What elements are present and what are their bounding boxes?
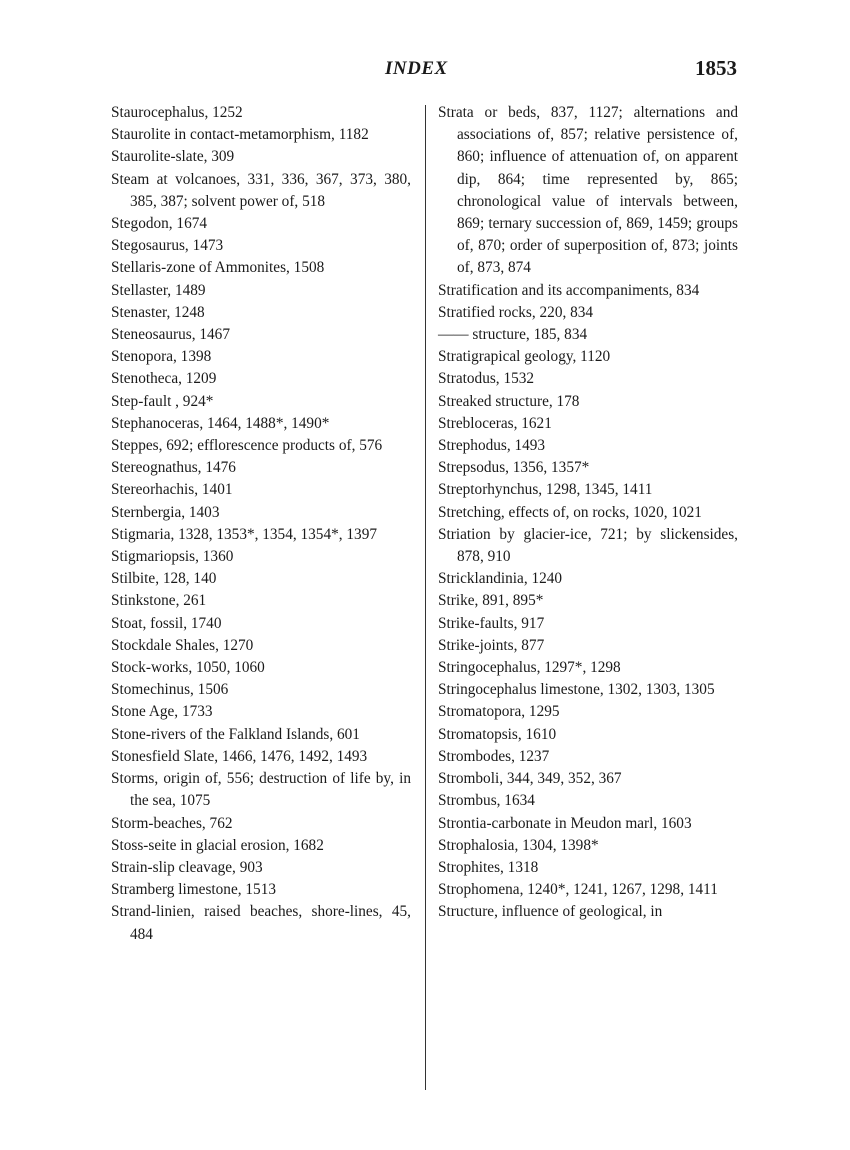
index-entry: Stromatopsis, 1610 <box>438 725 557 743</box>
index-entry: Stegosaurus, 1473 <box>111 237 224 255</box>
index-entry: Stratified rocks, 220, 834 <box>438 303 594 321</box>
index-entry: Sternbergia, 1403 <box>111 503 220 521</box>
index-entry: Staurolite in contact-metamorphism, 1182 <box>111 126 369 144</box>
page-header <box>0 58 850 88</box>
index-entry: Strombodes, 1237 <box>438 747 550 765</box>
index-entry: Stigmariopsis, 1360 <box>111 548 234 566</box>
index-entry: Strand-linien, raised beaches, shore-lines, 45, 484 <box>111 903 411 943</box>
index-entry: Stock-works, 1050, 1060 <box>111 659 265 677</box>
index-entry: Storms, origin of, 556; destruction of life by, in the sea, 1075 <box>111 770 411 810</box>
index-entry: Strata or beds, 837, 1127; alternations and associations of, 857; relative persistence of, 860; influence of attenuation of, on apparent dip, 864; time represented by, 865; chronological value of intervals between, 869; ternary succession of, 869, 1459; groups of, 870; order of superposition of, 873; joints of, 873, 874 <box>438 104 738 277</box>
index-entry: Strike-faults, 917 <box>438 614 545 632</box>
page-title: INDEX <box>385 58 448 79</box>
index-entry: Stegodon, 1674 <box>111 215 208 233</box>
index-entry: Striation by glacier-ice, 721; by slickensides, 878, 910 <box>438 525 738 566</box>
index-entry: Steam at volcanoes, 331, 336, 367, 373, 380, 385, 387; solvent power of, 518 <box>111 170 411 210</box>
index-entry: Steneosaurus, 1467 <box>111 326 230 344</box>
index-entry: Stromatopora, 1295 <box>438 703 560 721</box>
index-entry: Stephanoceras, 1464, 1488*, 1490* <box>111 414 330 432</box>
index-entry: Stenopora, 1398 <box>111 348 212 366</box>
column-divider <box>425 105 426 1090</box>
index-entry: Stratification and its accompaniments, 834 <box>438 281 700 299</box>
index-entry: Strain-slip cleavage, 903 <box>111 858 263 876</box>
index-entry: Stoss-seite in glacial erosion, 1682 <box>111 836 324 854</box>
page-number: 1853 <box>695 56 737 80</box>
left-index-column <box>111 102 411 946</box>
index-entry: Strike, 891, 895* <box>438 592 544 610</box>
index-entry: Stretching, effects of, on rocks, 1020, 1021 <box>438 503 702 521</box>
index-entry: Stigmaria, 1328, 1353*, 1354, 1354*, 1397 <box>111 525 377 543</box>
index-entry: Stone Age, 1733 <box>111 703 213 721</box>
index-entry: Stilbite, 128, 140 <box>111 570 217 588</box>
index-entry: Strike-joints, 877 <box>438 636 545 654</box>
index-entry: Strophites, 1318 <box>438 858 539 876</box>
index-entry: Stereorhachis, 1401 <box>111 481 233 499</box>
index-entry: Strephodus, 1493 <box>438 437 546 455</box>
index-entry: Strebloceras, 1621 <box>438 414 552 432</box>
index-entry: Stramberg limestone, 1513 <box>111 881 276 899</box>
index-entry: Staurocephalus, 1252 <box>111 104 243 121</box>
index-entry: Stringocephalus, 1297*, 1298 <box>438 659 621 677</box>
index-entry: Strepsodus, 1356, 1357* <box>438 459 590 477</box>
index-entry: Strophomena, 1240*, 1241, 1267, 1298, 1411 <box>438 881 718 899</box>
index-entry: Storm-beaches, 762 <box>111 814 233 832</box>
index-entry: Strombus, 1634 <box>438 792 535 810</box>
index-entry: Stenotheca, 1209 <box>111 370 217 388</box>
index-entry: Strophalosia, 1304, 1398* <box>438 836 599 854</box>
index-entry: Stratodus, 1532 <box>438 370 535 388</box>
index-entry: Stoat, fossil, 1740 <box>111 614 222 632</box>
index-entry: Stinkstone, 261 <box>111 592 207 610</box>
index-entry: Structure, influence of geological, in <box>438 903 663 921</box>
index-entry: Stringocephalus limestone, 1302, 1303, 1305 <box>438 681 715 699</box>
index-entry: Stone-rivers of the Falkland Islands, 601 <box>111 725 360 743</box>
index-entry: Stereognathus, 1476 <box>111 459 236 477</box>
index-entry: Stockdale Shales, 1270 <box>111 636 254 654</box>
index-entry: Strontia-carbonate in Meudon marl, 1603 <box>438 814 692 832</box>
index-entry: Stricklandinia, 1240 <box>438 570 563 588</box>
index-entry: Stonesfield Slate, 1466, 1476, 1492, 1493 <box>111 747 368 765</box>
index-entry: Stellaster, 1489 <box>111 281 206 299</box>
index-entry: Step-fault , 924* <box>111 392 214 410</box>
index-entry: Steppes, 692; efflorescence products of, 576 <box>111 437 383 455</box>
index-entry: Stratigrapical geology, 1120 <box>438 348 611 366</box>
index-entry: Stomechinus, 1506 <box>111 681 229 699</box>
index-entry: Stenaster, 1248 <box>111 303 205 321</box>
index-entry: —— structure, 185, 834 <box>438 326 588 344</box>
index-entry: Stromboli, 344, 349, 352, 367 <box>438 770 622 788</box>
index-entry: Staurolite-slate, 309 <box>111 148 235 166</box>
index-entry: Stellaris-zone of Ammonites, 1508 <box>111 259 325 277</box>
index-entry: Streptorhynchus, 1298, 1345, 1411 <box>438 481 653 499</box>
index-entry: Streaked structure, 178 <box>438 392 580 410</box>
right-index-column <box>438 102 738 924</box>
